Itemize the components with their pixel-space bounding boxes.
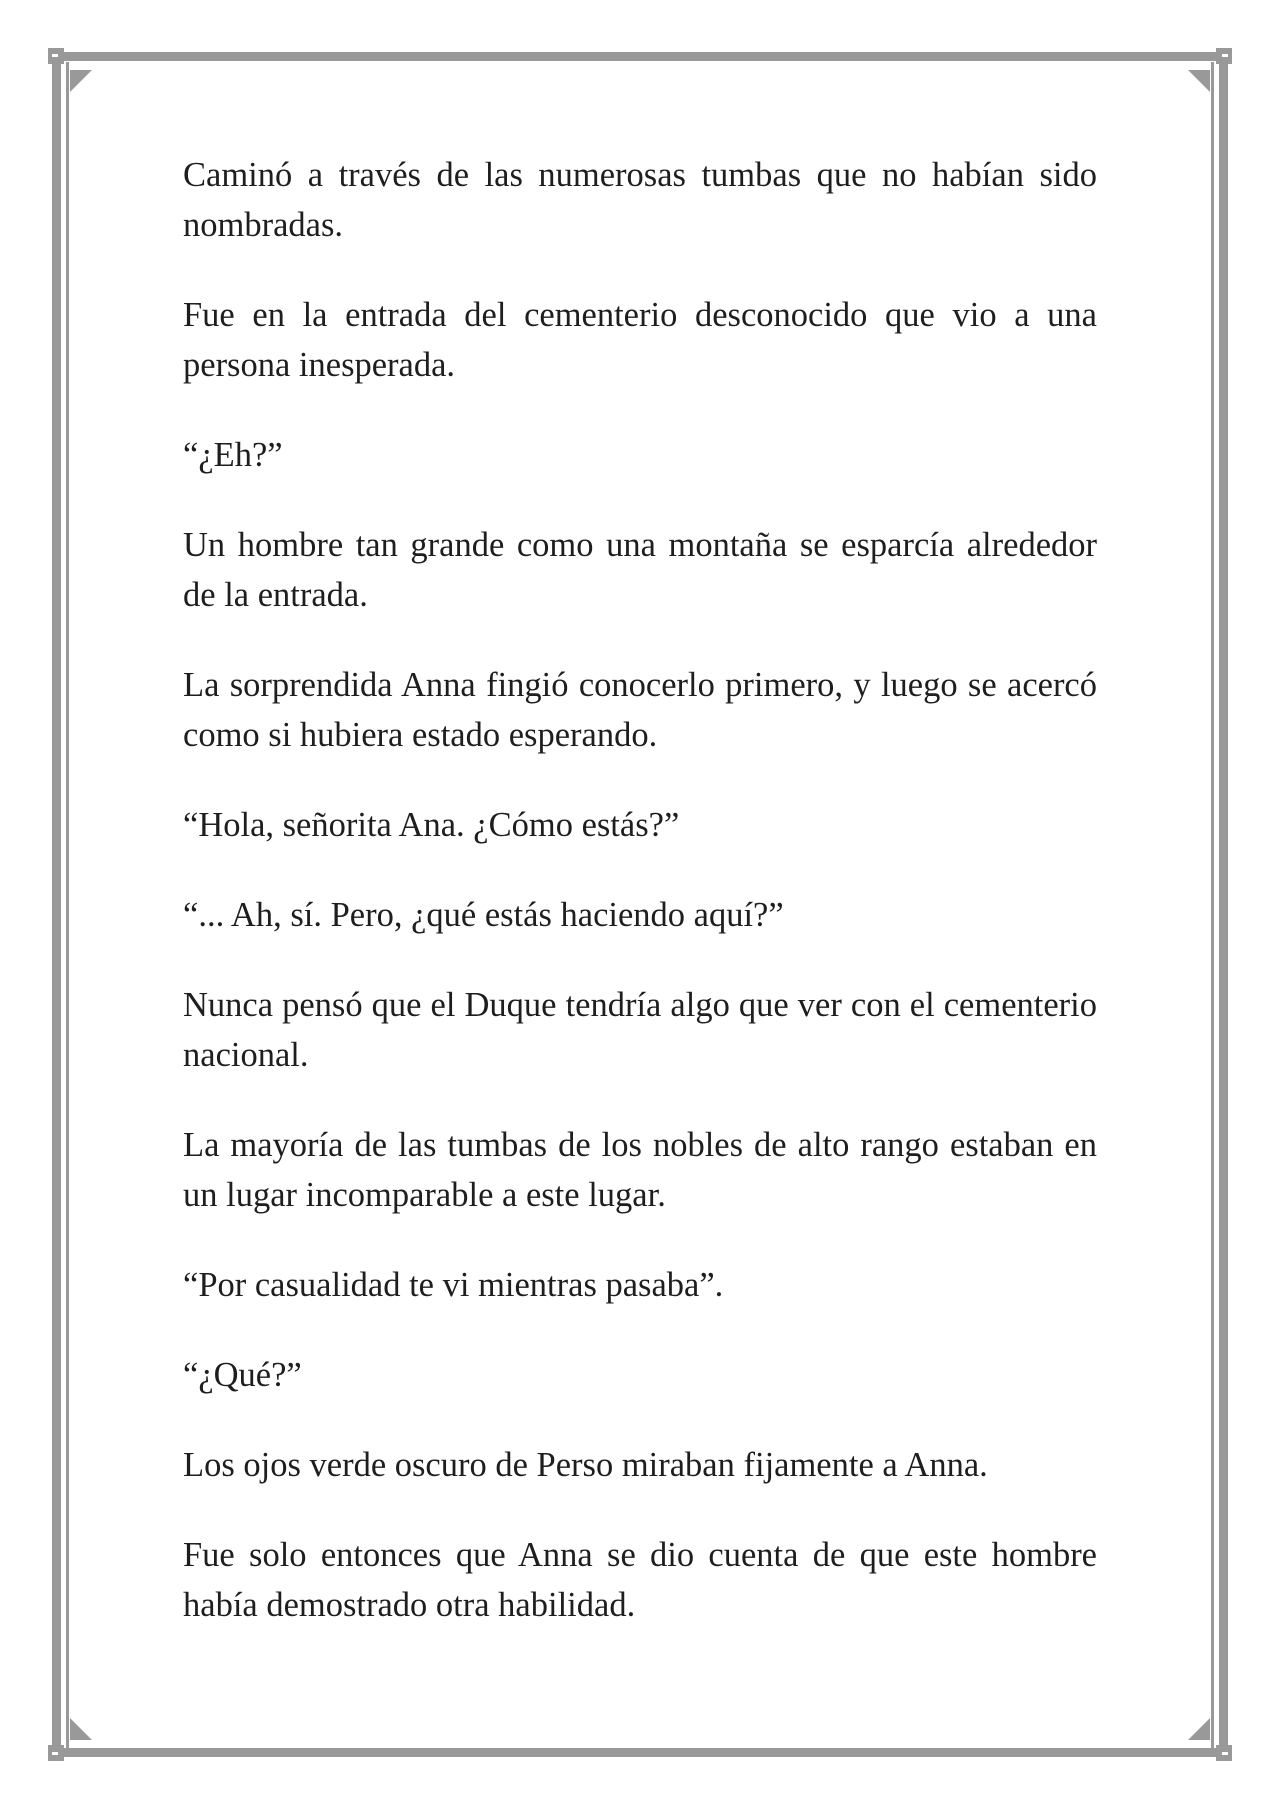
paragraph-6: “Hola, señorita Ana. ¿Cómo estás?” xyxy=(183,806,680,844)
paragraph-10: “Por casualidad te vi mientras pasaba”. xyxy=(183,1266,724,1304)
corner-triangle-tr xyxy=(1188,70,1210,92)
corner-triangle-br xyxy=(1188,1718,1210,1740)
corner-triangle-bl xyxy=(70,1718,92,1740)
frame-bottom-border xyxy=(60,1748,1220,1757)
paragraph-8: Nunca pensó que el Duque tendría algo que ver con el cementerio nacional. xyxy=(183,986,1097,1074)
paragraph-11: “¿Qué?” xyxy=(183,1356,302,1394)
paragraph-13: Fue solo entonces que Anna se dio cuenta de que este hombre había demostrado otra habilidad. xyxy=(183,1536,1097,1624)
paragraph-5: La sorprendida Anna fingió conocerlo primero, y luego se acercó como si hubiera estado esperando. xyxy=(183,666,1097,754)
paragraph-7: “... Ah, sí. Pero, ¿qué estás haciendo aquí?” xyxy=(183,896,784,934)
page-body xyxy=(183,150,1097,1670)
corner-triangle-tl xyxy=(70,70,92,92)
paragraph-9: La mayoría de las tumbas de los nobles de alto rango estaban en un lugar incomparable a este lugar. xyxy=(183,1126,1097,1214)
paragraph-2: Fue en la entrada del cementerio desconocido que vio a una persona inesperada. xyxy=(183,296,1097,384)
paragraph-12: Los ojos verde oscuro de Perso miraban fijamente a Anna. xyxy=(183,1446,988,1484)
paragraph-4: Un hombre tan grande como una montaña se esparcía alrededor de la entrada. xyxy=(183,526,1097,614)
frame-right-border xyxy=(1219,60,1228,1750)
paragraph-1: Caminó a través de las numerosas tumbas que no habían sido nombradas. xyxy=(183,156,1097,244)
frame-right-inner-line xyxy=(1211,62,1214,1748)
frame-left-border xyxy=(52,60,61,1750)
paragraph-3: “¿Eh?” xyxy=(183,436,283,474)
frame-left-inner-line xyxy=(66,62,69,1748)
frame-top-border xyxy=(60,52,1220,61)
